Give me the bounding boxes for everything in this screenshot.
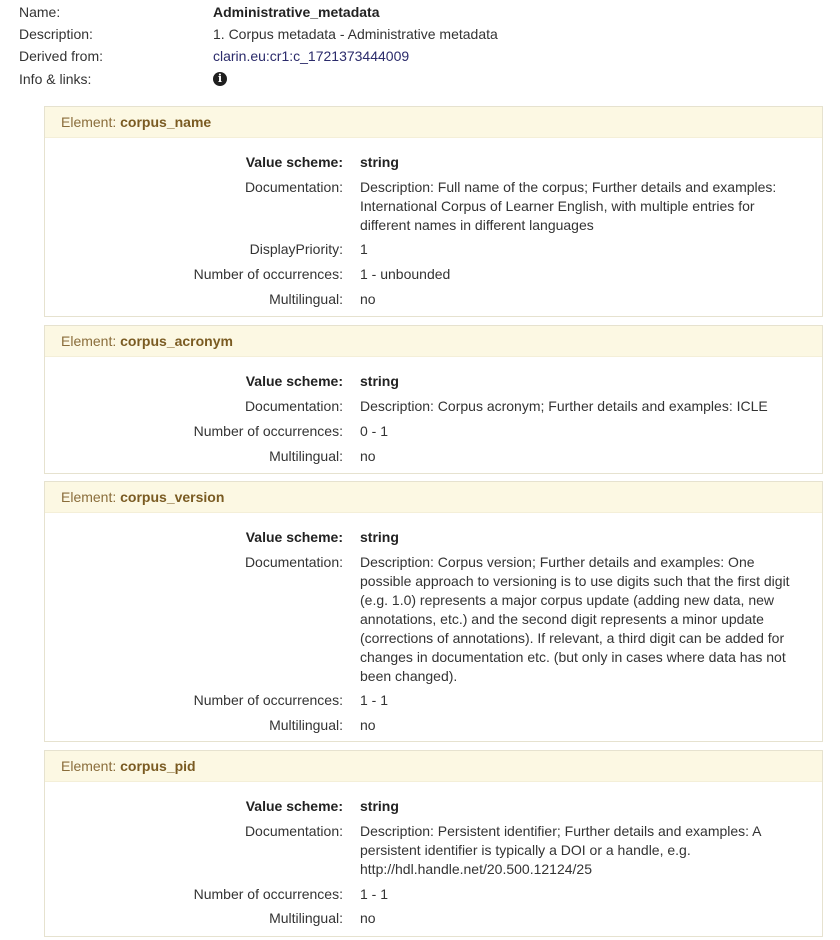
element-header	[45, 107, 822, 138]
occurrences-label: Number of occurrences:	[193, 692, 343, 708]
documentation-value: Description: Full name of the corpus; Further details and examples: International Corpus of Learner English, with multiple entries for different names in different languages	[360, 179, 777, 233]
derived-label: Derived from:	[19, 48, 104, 64]
documentation-value: Description: Corpus version; Further details and examples: One possible approach to versioning is to use digits such that the first digit (e.g. 1.0) represents a major corpus update (adding new data, new annotations, etc.) and the second digit represents a minor update (corrections of annotations). If relevant, a third digit can be added for changes in documentation etc. (but only in cases where data has not been changed).	[360, 554, 790, 684]
multilingual-value: no	[360, 448, 376, 464]
description-label: Description:	[19, 26, 93, 42]
occurrences-value: 0 - 1	[360, 423, 389, 439]
element-header	[45, 482, 822, 513]
occurrences-label: Number of occurrences:	[193, 886, 343, 902]
element-name: corpus_version	[120, 489, 225, 505]
element-header	[45, 751, 822, 782]
value-scheme-label: Value scheme:	[245, 373, 343, 389]
value-scheme-label: Value scheme:	[245, 529, 343, 545]
multilingual-value: no	[360, 717, 376, 733]
multilingual-label: Multilingual:	[269, 448, 343, 464]
element-name: corpus_pid	[120, 758, 196, 774]
element-panel-corpus-pid	[44, 750, 823, 937]
documentation-value: Description: Persistent identifier; Further details and examples: A persistent identifier is typically a DOI or a handle, e.g. http://hdl.handle.net/20.500.12124/25	[360, 823, 761, 877]
documentation-label: Documentation:	[244, 398, 343, 414]
display-priority-value: 1	[360, 241, 368, 257]
documentation-value: Description: Corpus acronym; Further details and examples: ICLE	[360, 398, 768, 414]
component-description: 1. Corpus metadata - Administrative metadata	[213, 26, 498, 42]
multilingual-value: no	[360, 291, 376, 307]
value-scheme-value: string	[360, 798, 399, 814]
value-scheme-value: string	[360, 529, 399, 545]
element-header	[45, 326, 822, 357]
element-panel-corpus-acronym	[44, 325, 823, 474]
documentation-label: Documentation:	[244, 179, 343, 195]
multilingual-label: Multilingual:	[269, 291, 343, 307]
info-label: Info & links:	[19, 71, 92, 87]
element-prefix: Element:	[61, 114, 117, 130]
element-prefix: Element:	[61, 333, 117, 349]
element-name: corpus_name	[120, 114, 212, 130]
element-panel-corpus-name	[44, 106, 823, 317]
element-prefix: Element:	[61, 489, 117, 505]
multilingual-label: Multilingual:	[269, 910, 343, 926]
derived-from-link[interactable]: clarin.eu:cr1:c_1721373444009	[213, 48, 410, 64]
multilingual-value: no	[360, 910, 376, 926]
value-scheme-label: Value scheme:	[245, 154, 343, 170]
occurrences-value: 1 - unbounded	[360, 266, 451, 282]
value-scheme-value: string	[360, 373, 399, 389]
value-scheme-label: Value scheme:	[245, 798, 343, 814]
documentation-label: Documentation:	[244, 554, 343, 570]
info-circle-icon[interactable]: i	[213, 72, 227, 86]
occurrences-value: 1 - 1	[360, 692, 389, 708]
value-scheme-value: string	[360, 154, 399, 170]
multilingual-label: Multilingual:	[269, 717, 343, 733]
element-prefix: Element:	[61, 758, 117, 774]
occurrences-label: Number of occurrences:	[193, 266, 343, 282]
component-name: Administrative_metadata	[213, 4, 380, 20]
element-name: corpus_acronym	[120, 333, 233, 349]
name-label: Name:	[19, 4, 61, 20]
occurrences-value: 1 - 1	[360, 886, 389, 902]
display-priority-label: DisplayPriority:	[249, 241, 343, 257]
documentation-label: Documentation:	[244, 823, 343, 839]
element-panel-corpus-version	[44, 481, 823, 742]
occurrences-label: Number of occurrences:	[193, 423, 343, 439]
component-header	[0, 0, 840, 100]
